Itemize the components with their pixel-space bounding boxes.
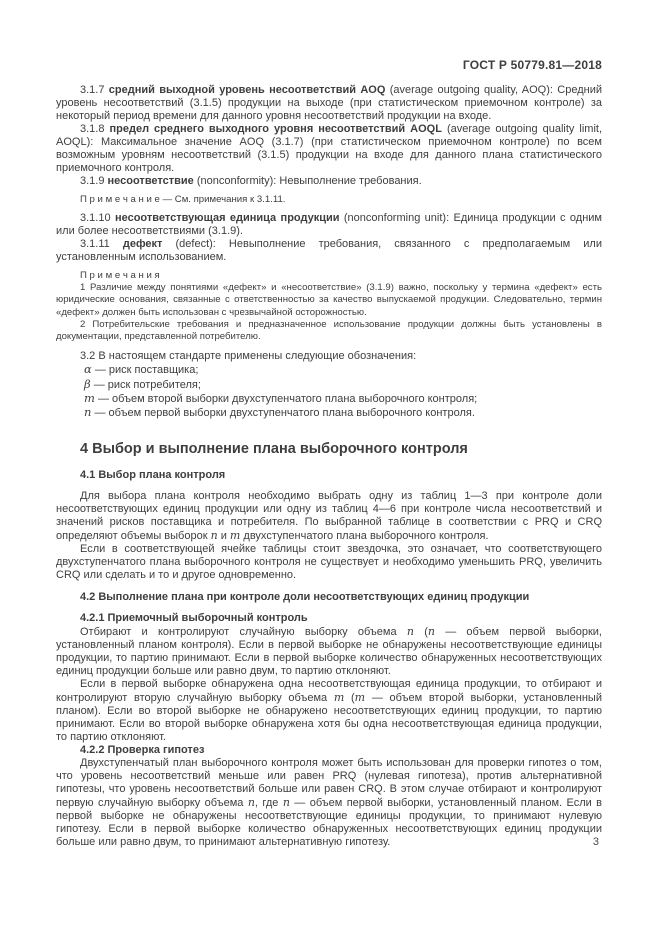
page-number: 3 — [592, 836, 599, 848]
symbol-alpha — [56, 363, 602, 377]
section-4-2-1-heading — [56, 612, 602, 625]
text-segment: 4.1 Выбор плана контроля — [80, 469, 226, 482]
symbol-m — [56, 392, 602, 406]
clause-3-1-10 — [56, 212, 602, 238]
text-segment: 4.2.1 Приемочный выборочный контроль — [80, 612, 308, 625]
section-4-heading — [56, 441, 602, 458]
para-4-2-1-a — [56, 625, 602, 678]
notes-title — [56, 270, 602, 282]
text-segment: П р и м е ч а н и я — [80, 270, 160, 281]
para-4-1-b — [56, 543, 602, 582]
text-segment: 3.1.8 — [80, 123, 110, 135]
text-segment: 1 Различие между понятиями «дефект» и «несоответствие» (3.1.9) важно, поскольку у термина «дефект» есть юридические основания, связанные с ответственностью за качество выпускаемой продукции. Следовательно, термин «дефект» должен быть использован с чрезвычайной осторожностью. — [56, 282, 602, 318]
text-segment: предел среднего выходного уровня несоответствий AOQL — [109, 123, 442, 135]
text-segment: Двухступенчатый план выборочного контроля может быть использован для проверки гипотез о том, что уровень несоответствий меньше или равен PRQ (нулевая гипотеза), против альтернативной гипотезы, что уровень несоответствий больше или равен CRQ. В этом случае отбирают и контролируют первую случайную выборку объема — [56, 757, 602, 810]
text-segment: (average outgoing quality, AOQ): Средний уровень несоответствий (3.1.5) продукции на выходе (при статистическом приемочном контроле) за некоторый период времени для данного уровня несоответствий продукции на входе. — [56, 84, 602, 122]
text-segment: (average outgoing quality limit, AOQL): Максимальное значение AOQ (3.1.7) (при статистическом приемочном контроле) по всем возможным уровням несоответствий (3.1.5) продукции на входе для данного плана статистического приемочного контроля. — [56, 123, 603, 174]
text-segment: Отбирают и контролируют случайную выборку объема — [80, 626, 407, 639]
section-4-2-2-heading — [56, 744, 602, 757]
para-4-2-1-b — [56, 678, 602, 744]
symbol-beta — [56, 378, 602, 392]
text-segment: — объем первой выборки, установленный планом. Если в первой выборке не обнаружены несоответствующие единицы продукции, то принимают нулевую гипотезу. Если в первой выборке количество обнаруженных несоответствующих единиц продукции больше или равно двум, то принимают альтернативную гипотезу. — [56, 797, 602, 849]
text-segment: 3.2 В настоящем стандарте применены следующие обозначения: — [80, 350, 417, 363]
text-segment: средний выходной уровень несоответствий AOQ — [108, 84, 386, 96]
clause-3-1-11 — [56, 238, 602, 264]
text-segment: 4 Выбор и выполнение плана выборочного контроля — [80, 441, 468, 458]
text-segment: несоответствие — [107, 175, 194, 187]
note-3-1-9 — [56, 194, 602, 206]
text-segment: 2 Потребительские требования и предназначенное использование продукции должны быть установлены в документации, представленной потребителю. — [56, 318, 602, 343]
text-segment: , где — [254, 797, 283, 810]
text-segment: n — [210, 529, 218, 543]
text-segment: m — [333, 691, 345, 705]
clause-3-2 — [56, 350, 602, 363]
text-segment: несоответствующая единица продукции — [114, 212, 340, 224]
clause-3-1-8 — [56, 123, 602, 175]
text-segment: 3.1.11 — [80, 238, 123, 250]
section-4-2-heading — [56, 591, 602, 604]
text-segment: m — [229, 529, 241, 543]
note-2 — [56, 319, 602, 344]
text-segment: (nonconformity): Невыполнение требования. — [193, 175, 422, 187]
text-segment: m — [354, 691, 366, 705]
text-segment: n — [247, 796, 255, 810]
document-body — [56, 84, 602, 849]
para-4-2-2-a — [56, 757, 602, 849]
text-segment: ( — [413, 626, 428, 639]
text-segment: n — [427, 625, 435, 639]
text-segment: n — [84, 405, 92, 420]
text-segment: α — [84, 362, 92, 377]
text-segment: — риск поставщика; — [91, 364, 199, 377]
clause-3-1-7 — [56, 84, 602, 123]
text-segment: 4.2 Выполнение плана при контроле доли несоответствующих единиц продукции — [80, 591, 530, 604]
text-segment: 4.2.2 Проверка гипотез — [80, 744, 205, 757]
text-segment: n — [406, 625, 414, 639]
para-4-1-a — [56, 490, 602, 543]
text-segment: — объем первой выборки двухступенчатого плана выборочного контроля. — [91, 407, 475, 420]
text-segment: двухступенчатого плана выборочного контроля. — [240, 530, 489, 543]
symbol-n — [56, 406, 602, 420]
text-segment: β — [84, 376, 91, 391]
text-segment: — объем первой выборки, установленный планом контроля). Если в первой выборке не обнаружены несоответствующие единицы продукции, то партию принимают. Если в первой выборке количество обнаруженных несоответствующих единиц продукции больше или равно двум, то партию отклоняют. — [56, 626, 602, 678]
page-header — [56, 58, 602, 72]
text-segment: — объем второй выборки двухступенчатого плана выборочного контроля; — [94, 392, 478, 405]
clause-3-1-9 — [56, 175, 602, 188]
text-segment: m — [84, 390, 95, 405]
text-segment: 3.1.9 — [80, 175, 108, 187]
text-segment: 3.1.10 — [80, 212, 115, 224]
text-segment: Для выбора плана контроля необходимо выбрать одну из таблиц 1—3 при контроле доли несоответствующих единиц продукции или одну из таблиц 4—6 при контроле числа несоответствий и значений рисков поставщика и потребителя. По выбранной таблице в соответствии с PRQ и CRQ определяют объемы выборок — [56, 490, 602, 543]
text-segment: дефект — [122, 238, 163, 250]
section-4-1-heading — [56, 469, 602, 482]
text-segment: — объем второй выборки, установленный планом). Если во второй выборке не обнаружено несоответствующих единиц продукции, то партию принимают. Если во второй выборке обнаружена хотя бы одна несоответствующая единица продукции, то партию отклоняют. — [56, 692, 602, 744]
text-segment: 3.1.7 — [80, 84, 109, 96]
text-segment: (defect): Невыполнение требования, связанного с предполагаемым или установленным использованием. — [56, 238, 602, 263]
text-segment: Если в первой выборке обнаружена одна несоответствующая единица продукции, то отбирают и контролируют вторую случайную выборку объема — [56, 678, 602, 705]
text-segment: n — [282, 796, 290, 810]
text-segment: (nonconforming unit): Единица продукции с одним или более несоответствиями (3.1.9). — [56, 212, 602, 237]
text-segment: П р и м е ч а н и е — См. примечания к 3.1.11. — [80, 194, 286, 205]
text-segment: — риск потребителя; — [90, 378, 201, 391]
text-segment: ( — [344, 692, 355, 705]
doc-code: ГОСТ Р 50779.81—2018 — [462, 58, 602, 72]
note-1 — [56, 282, 602, 319]
text-segment: и — [217, 530, 230, 543]
text-segment: Если в соответствующей ячейке таблицы стоит звездочка, это означает, что соответствующего двухступенчатого плана выборочного контроля не существует и необходимо уменьшить PRQ, увеличить CRQ или сделать и то и другое одновременно. — [56, 543, 602, 582]
